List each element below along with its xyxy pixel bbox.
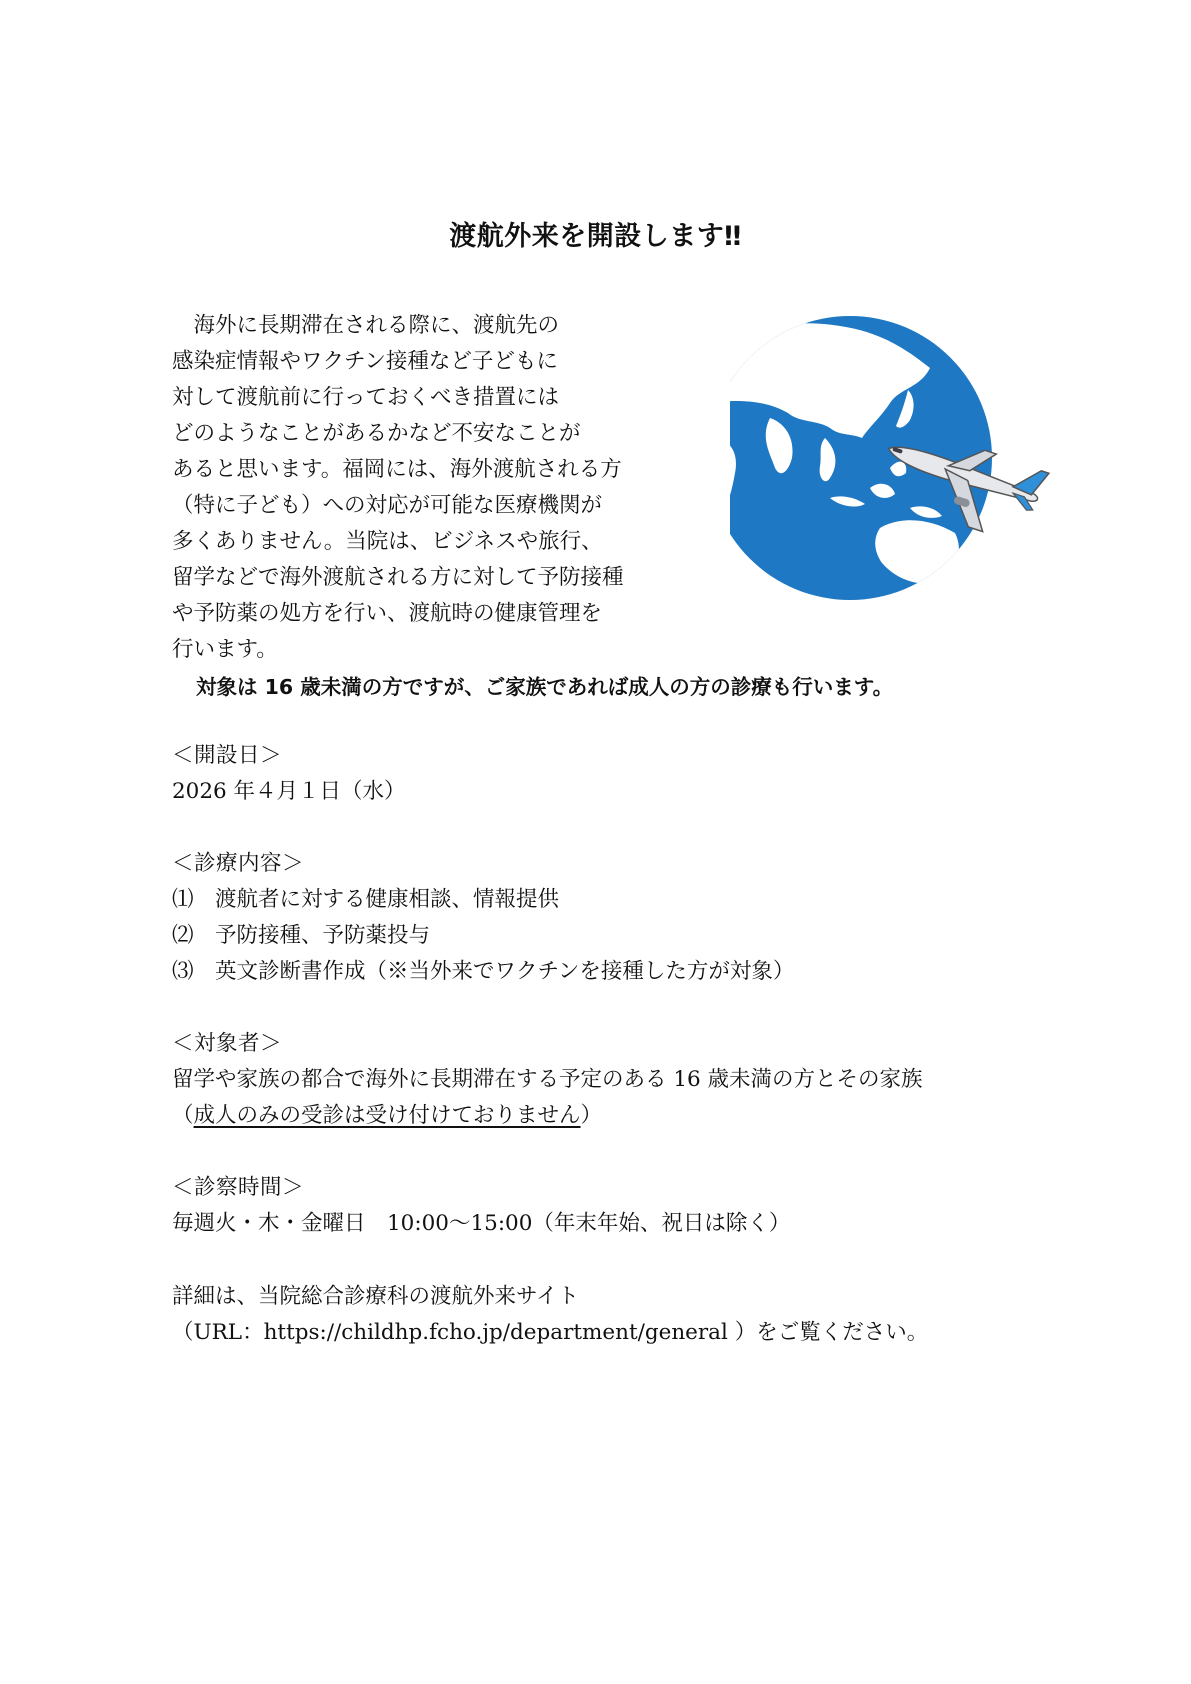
intro-line: 対して渡航前に行っておくべき措置には [172, 385, 560, 410]
details-url-line: （URL：https://childhp.fcho.jp/department/general ）をご覧ください。 [172, 1320, 929, 1345]
intro-line: 海外に長期滞在される際に、渡航先の [172, 313, 560, 338]
page-title: 渡航外来を開設します‼ [449, 221, 742, 252]
intro-line: 行います。 [172, 637, 278, 662]
details-line: 詳細は、当院総合診療科の渡航外来サイト [172, 1284, 579, 1309]
intro-line: あると思います。福岡には、海外渡航される方 [172, 457, 622, 482]
paren-open: （ [172, 1103, 194, 1128]
hours-heading: ＜診察時間＞ [172, 1175, 305, 1200]
target-note-line [172, 1098, 923, 1134]
globe-with-airplane-icon [730, 308, 1075, 608]
intro-line: （特に子ども）への対応が可能な医療機関が [172, 493, 603, 518]
intro-line: 多くありません。当院は、ビジネスや旅行、 [172, 529, 603, 554]
target-note: 成人のみの受診は受け付けておりません [193, 1103, 581, 1128]
emphasis-note: 対象は 16 歳未満の方ですが、ご家族であれば成人の方の診療も行います。 [196, 675, 894, 699]
intro-line: や予防薬の処方を行い、渡航時の健康管理を [172, 601, 603, 626]
service-item: ⑴ 渡航者に対する健康相談、情報提供 [172, 887, 560, 912]
intro-line: 留学などで海外渡航される方に対して予防接種 [172, 565, 624, 590]
service-item: ⑶ 英文診断書作成（※当外来でワクチンを接種した方が対象） [172, 959, 795, 984]
service-item: ⑵ 予防接種、予防薬投与 [172, 923, 431, 948]
paren-close: ） [580, 1103, 603, 1128]
opening-section [172, 738, 406, 810]
intro-paragraph [172, 308, 692, 668]
opening-heading: ＜開設日＞ [172, 743, 283, 768]
services-section [172, 846, 794, 990]
hours-text: 毎週火・木・金曜日 10:00～15:00（年末年始、祝日は除く） [172, 1211, 791, 1236]
details-section [172, 1279, 928, 1351]
target-description: 留学や家族の都合で海外に長期滞在する予定のある 16 歳未満の方とその家族 [172, 1067, 923, 1092]
opening-date: 2026 年４月１日（水） [172, 779, 406, 804]
target-section [172, 1026, 923, 1134]
intro-line: 感染症情報やワクチン接種など子どもに [172, 349, 558, 374]
hours-section [172, 1170, 790, 1242]
intro-line: どのようなことがあるかなど不安なことが [172, 421, 581, 446]
services-heading: ＜診療内容＞ [172, 851, 305, 876]
target-heading: ＜対象者＞ [172, 1031, 283, 1056]
